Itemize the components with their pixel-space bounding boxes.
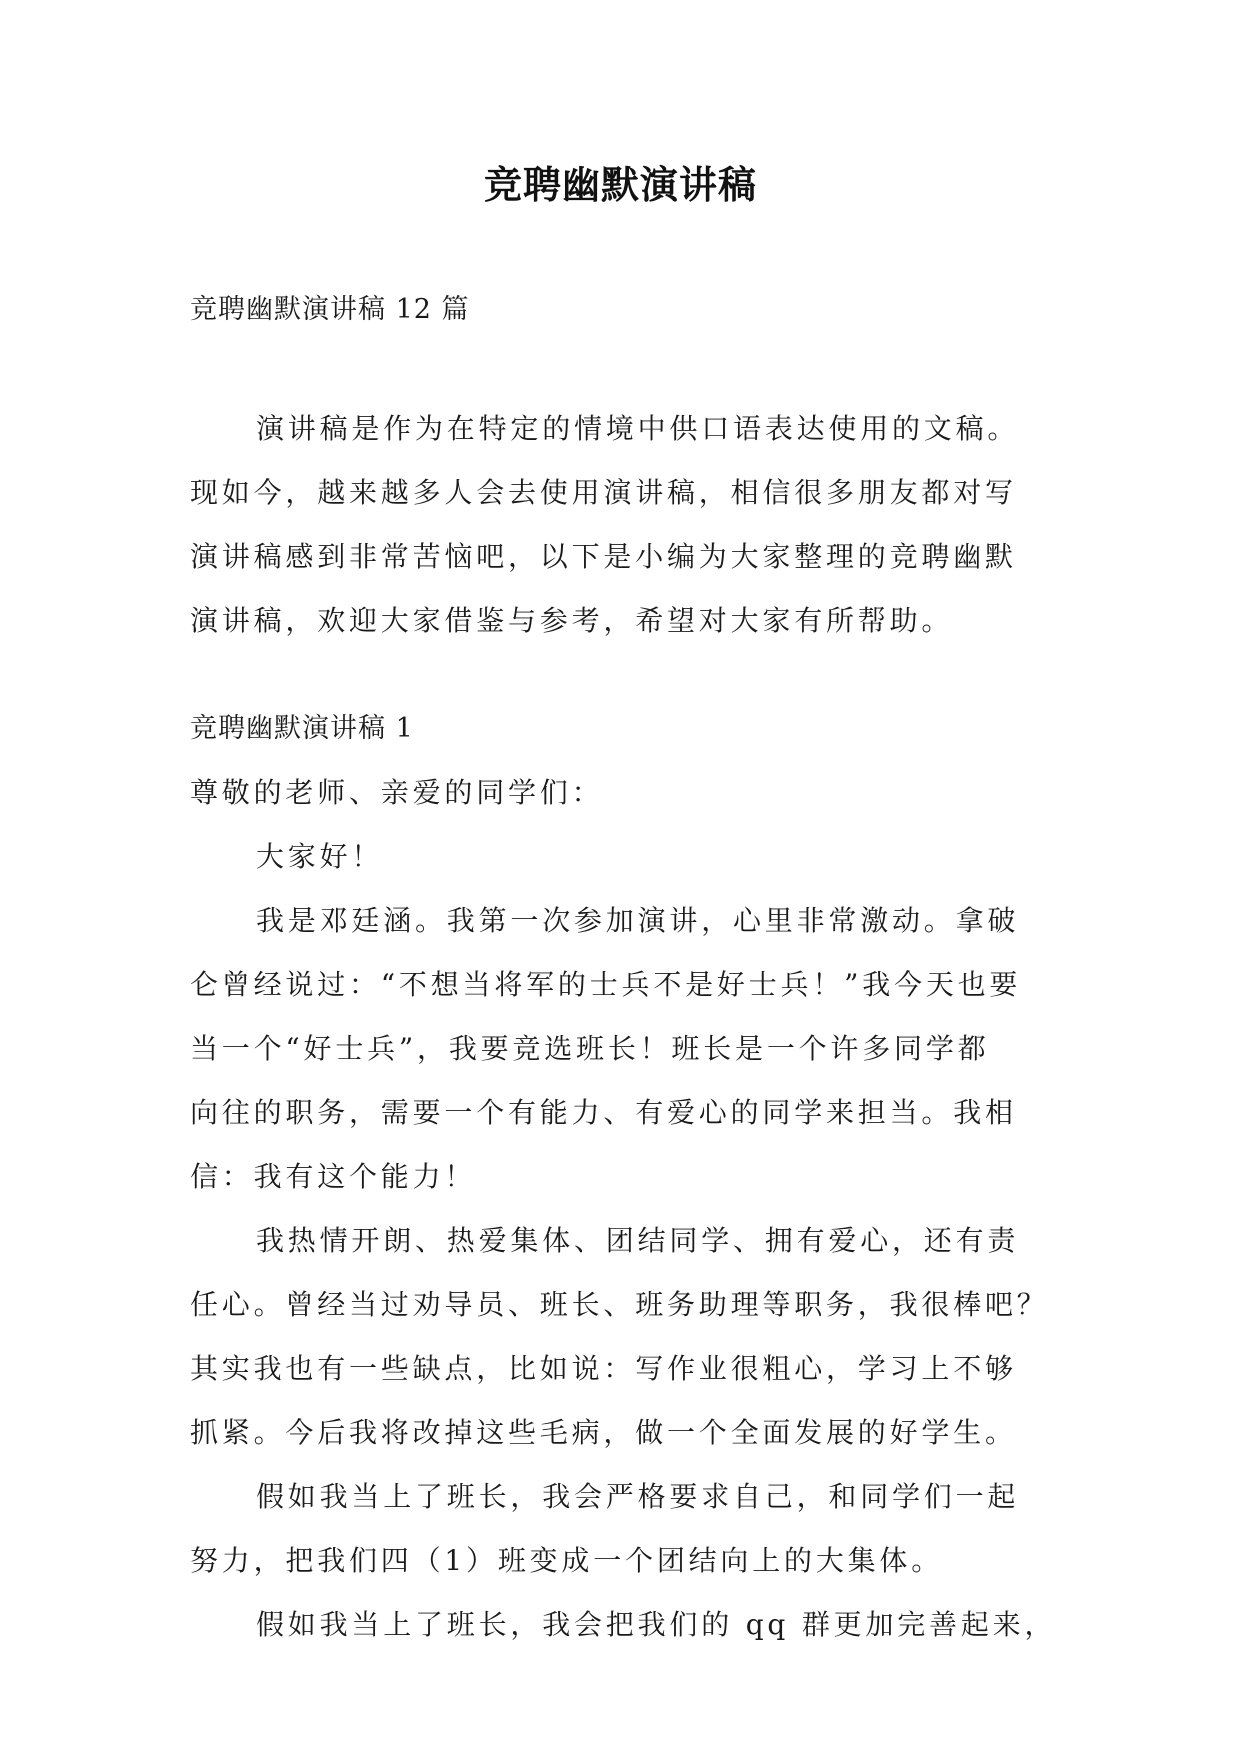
document-title: 竞聘幽默演讲稿 xyxy=(483,162,757,207)
paragraph-line: 努力，把我们四（1）班变成一个团结向上的大集体。 xyxy=(190,1544,944,1577)
paragraph-line: 假如我当上了班长，我会把我们的 qq 群更加完善起来， xyxy=(256,1608,1057,1641)
paragraph-line: 向往的职务，需要一个有能力、有爱心的同学来担当。我相 xyxy=(190,1096,1017,1129)
intro-line: 现如今，越来越多人会去使用演讲稿，相信很多朋友都对写 xyxy=(190,476,1017,509)
intro-line: 演讲稿，欢迎大家借鉴与参考，希望对大家有所帮助。 xyxy=(190,604,954,637)
paragraph-line: 仑曾经说过：“不想当将军的士兵不是好士兵！”我今天也要 xyxy=(190,968,1022,1001)
paragraph-line: 信：我有这个能力！ xyxy=(190,1160,477,1193)
speech-section xyxy=(190,697,1060,1657)
greeting: 大家好！ xyxy=(256,840,384,873)
paragraph-line: 假如我当上了班长，我会严格要求自己，和同学们一起 xyxy=(256,1480,1020,1513)
intro-line: 演讲稿是作为在特定的情境中供口语表达使用的文稿。 xyxy=(256,412,1020,445)
section-heading: 竞聘幽默演讲稿 1 xyxy=(190,713,414,744)
paragraph-line: 抓紧。今后我将改掉这些毛病，做一个全面发展的好学生。 xyxy=(190,1416,1017,1449)
paragraph-line: 我是邓廷涵。我第一次参加演讲，心里非常激动。拿破 xyxy=(256,904,1020,937)
paragraph-line: 当一个“好士兵”，我要竞选班长！班长是一个许多同学都 xyxy=(190,1032,990,1065)
intro-paragraph xyxy=(190,397,1060,653)
paragraph-line: 我热情开朗、热爱集体、团结同学、拥有爱心，还有责 xyxy=(256,1224,1020,1257)
document-subtitle: 竞聘幽默演讲稿 12 篇 xyxy=(190,294,470,325)
paragraph-line: 任心。曾经当过劝导员、班长、班务助理等职务，我很棒吧？ xyxy=(190,1288,1049,1321)
paragraph-line: 其实我也有一些缺点，比如说：写作业很粗心，学习上不够 xyxy=(190,1352,1017,1385)
intro-line: 演讲稿感到非常苦恼吧，以下是小编为大家整理的竞聘幽默 xyxy=(190,540,1017,573)
salutation: 尊敬的老师、亲爱的同学们： xyxy=(190,776,604,809)
